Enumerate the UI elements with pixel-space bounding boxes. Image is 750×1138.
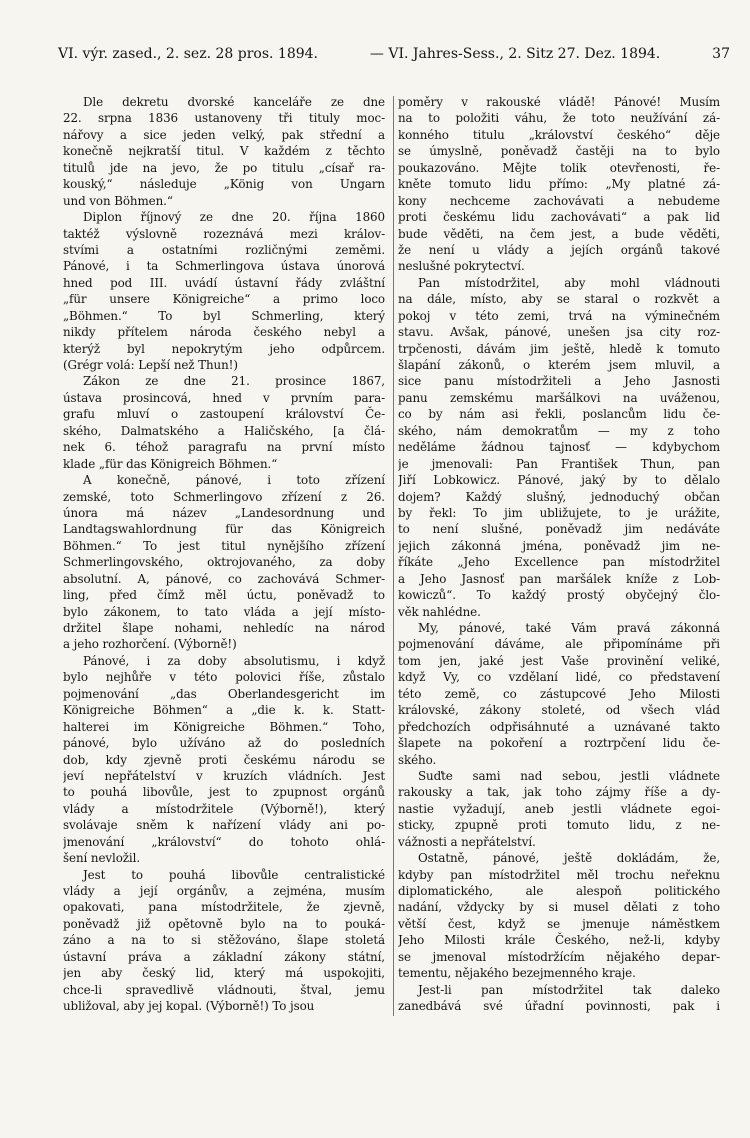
text-line: února má název „Landesordnung und [63,505,385,520]
text-line: by řekl: To jim ubližujete, to je urážite, [398,505,720,520]
text-line: Jest to pouhá libovůle centralistické [83,867,385,882]
text-line: když Vy, co vzdělaní lidé, co představení [398,670,720,685]
text-line: stvími a ostatními rozličnými zeměmi. [63,242,385,257]
text-line: grafu mluví o zastoupení království Če- [63,407,385,422]
text-line: zanedbává své úřadní povinnosti, pak i [398,999,720,1014]
text-line: poněvadž již opětovně bylo na to pouká- [63,916,385,931]
text-line: předchozích odpřisáhnuté a uznávané takto [398,719,720,734]
text-line: trpčenosti, dávám jim ještě, hledě k tomuto [398,341,720,356]
text-line: Böhmen.“ To jest titul nynějšího zřízení [63,538,385,553]
text-line: záno a na to si stěžováno, šlape stoletá [63,933,385,948]
text-line: 22. srpna 1836 ustanoveny tři tituly moc- [63,111,385,126]
text-line: vážnosti a nepřátelství. [398,834,536,849]
text-line: tementu, nějakého bezejmenného kraje. [398,966,636,981]
text-line: Jiří Lobkowicz. Pánové, jaký by to dělalo [398,473,720,488]
text-line: Ostatně, pánové, ještě dokládám, že, [418,851,720,866]
text-line: jen aby český lid, který má uspokojiti, [63,966,385,981]
text-line: klade „für das Königreich Böhmen.“ [63,456,278,471]
text-line: ling, před čímž měl úctu, poněvadž to [63,588,385,603]
text-line: Königreiche Böhmen“ a „die k. k. Statt- [63,703,385,718]
text-line: nek 6. téhož paragrafu na první místo [63,440,385,455]
text-line: je jmenovali: Pan František Thun, pan [398,456,720,471]
text-line: to pouhá libovůle, jest to zpupnost orgánů [63,785,385,800]
text-line: absolutní. A, pánové, co zachovává Schmer- [63,571,385,586]
text-line: kouský,“ následuje „König von Ungarn [63,177,385,192]
text-line: na dále, místo, aby se staral o rozkvět a [398,292,720,307]
text-line: kterýž byl nepokrytým jeho odpůrcem. [63,341,385,356]
page-number: 37 [712,46,730,62]
text-line: této země, co zástupcové Jeho Milosti [398,686,720,701]
text-line: bylo nejhůře v této polovici říše, zůstalo [63,670,385,685]
text-line: kony nechceme zachovávati a nebudeme [398,193,720,208]
text-line: Jest-li pan místodržitel tak daleko [418,982,720,997]
header-czech: VI. výr. zased., 2. sez. 28 pros. 1894. [58,46,318,62]
text-line: Pan místodržitel, aby mohl vládnouti [418,275,720,290]
text-line: svolávaje sněm k nařízení vlády ani po- [63,818,385,833]
text-line: vlády a její orgánův, a zejména, musím [63,884,385,898]
text-line: kowiczů“. To každý prostý obyčejný člo- [398,588,720,603]
text-line: šlapání zákonů, o kterém jsem mluvil, a [398,358,720,372]
text-line: neděláme žádnou tajnosť — kdybychom [398,440,720,455]
text-line: zemské, toto Schmerlingovo zřízení z 26. [63,489,385,504]
text-line: taktéž výslovně rozeznává mezi králov- [63,226,385,241]
column-divider [393,96,394,1016]
text-line: Pánové, i ta Schmerlingova ústava únorová [63,259,385,274]
text-line: „Böhmen.“ To byl Schmerling, který [63,308,385,323]
text-line: Zákon ze dne 21. prosince 1867, [83,374,385,389]
text-line: poměry v rakouské vládě! Pánové! Musím [398,95,720,109]
text-line: kdyby pan místodržitel měl trochu neřeknu [398,867,720,882]
text-line: stavu. Avšak, pánové, unešen jsa city roz- [398,325,720,340]
text-line: šení nevložil. [63,851,141,866]
header-german: — VI. Jahres-Sess., 2. Sitz 27. Dez. 1894. [369,46,661,62]
text-line: opakovati, pana místodržitele, že zjevně, [63,900,385,915]
text-line: bylo zákonem, to tato vláda a její místo- [63,604,385,619]
text-line: (Grégr volá: Lepší než Thun!) [63,358,238,372]
text-line: tom jen, jaké jest Vaše provinění veliké, [398,653,720,668]
text-line: říkáte „Jeho Excellence pan místodržitel [398,555,720,570]
text-line: konného titulu „království českého“ děje [398,127,720,142]
text-line: konečně nejkratší titul. V každém z těchto [63,144,385,159]
text-line: proti českému lidu zachovávati“ a pak lid [398,210,720,225]
text-line: chce-li spravedlivě vládnouti, štval, jemu [63,982,385,997]
text-line: jeví nepřátelství v kruzích vládních. Jest [63,768,385,783]
text-line: se úmyslně, poněvadž častěji na to bylo [398,144,720,159]
text-line: dojem? Každý slušný, jednoduchý občan [398,489,720,504]
text-line: und von Böhmen.“ [63,193,173,208]
text-line: Schmerlingovského, oktrojovaného, za doby [63,555,385,570]
text-line: sticky, zpupně proti tomuto lidu, z ne- [398,818,720,833]
text-line: kněte tomuto lidu přímo: „My platné zá- [398,177,720,192]
text-line: co by nám asi řekli, poslancům lidu če- [398,407,720,422]
text-line: nadání, vždycky by si musel dělati z toho [398,900,720,915]
right-column [398,94,720,1015]
text-line: ubližoval, aby jej kopal. (Výborně!) To jsou [63,999,315,1014]
text-line: a Jeho Jasnosť pan maršálek kníže z Lob- [398,571,720,586]
text-line: hned pod III. uvádí ústavní řády zvláštní [63,275,385,290]
text-line: Dle dekretu dvorské kanceláře ze dne [83,95,385,109]
text-line: jmenování „království“ do tohoto ohlá- [63,834,385,849]
text-line: A konečně, pánové, i toto zřízení [83,473,385,488]
text-line: diplomatického, ale alespoň politického [398,884,720,898]
text-line: ského. [398,752,437,767]
text-line: ústava prosincová, hned v prvním para- [63,390,385,405]
text-line: to není slušné, poněvadž jim nedáváte [398,522,720,537]
text-line: držitel šlape nohami, nehledíc na národ [63,621,385,635]
text-line: Diplon říjnový ze dne 20. října 1860 [83,210,385,225]
running-header [58,46,730,70]
text-line: nářovy a sice jeden velký, pak střední a [63,127,385,142]
text-line: poukazováno. Mějte tolik otevřenosti, ře- [398,160,720,175]
text-line: bude věděti, na čem jest, a bude věděti, [398,226,720,241]
text-line: titulů jde na jevo, že po titulu „císař ra- [63,160,385,175]
text-line: nikdy přítelem národa českého nebyl a [63,325,385,340]
text-line: panu zemskému maršálkovi na uváženou, [398,390,720,405]
text-line: a jeho rozhorčení. (Výborně!) [63,637,237,652]
text-line: ústavní práva a základní zákony státní, [63,949,385,964]
text-line: šlapete na pokoření a roztrpčení lidu če- [398,736,720,751]
text-line: se jmenoval místodržícím nějakého depar- [398,949,720,964]
text-line: Suďte sami nad sebou, jestli vládnete [418,768,720,783]
text-line: sice panu místodržiteli a Jeho Jasnosti [398,374,720,389]
text-line: dob, kdy zjevně proti českému národu se [63,752,385,767]
text-line: větší čest, když se jmenuje náměstkem [398,916,720,931]
text-line: pojmenování „das Oberlandesgericht im [63,686,385,701]
text-line: pánové, bylo užíváno až do posledních [63,736,385,751]
text-line: rakousky a tak, jak toho zájmy říše a dy- [398,785,720,800]
text-line: nastie vyžadují, aneb jestli vládnete egoi- [398,801,720,816]
text-line: vlády a místodržitele (Výborně!), který [63,801,385,816]
text-line: ského, Dalmatského a Haličského, [a člá- [63,423,385,438]
text-line: Jeho Milosti krále Českého, než-li, kdyby [398,933,720,948]
text-line: Landtagswahlordnung für das Königreich [63,522,385,537]
text-line: jejich zákonná jména, poněvadž jim ne- [398,538,720,553]
text-line: My, pánové, také Vám pravá zákonná [418,621,720,635]
text-line: věk nahlédne. [398,604,481,619]
text-line: Pánové, i za doby absolutismu, i když [83,653,385,668]
left-column [63,94,385,1015]
text-line: na to položiti váhu, že toto neužívání zá- [398,111,720,126]
text-line: že není u vlády a jejích orgánů takové [398,242,720,257]
text-line: ského, nám demokratům — my z toho [398,423,720,438]
text-line: pokoj v této zemi, trvá na výminečném [398,308,720,323]
text-line: královské, zákony stoleté, od všech vlád [398,703,720,718]
text-line: halterei im Königreiche Böhmen.“ Toho, [63,719,385,734]
text-line: „für unsere Königreiche“ a primo loco [63,292,385,307]
text-line: pojmenování dáváme, ale připomínáme při [398,637,720,652]
text-line: neslušné pokrytectví. [398,259,525,274]
